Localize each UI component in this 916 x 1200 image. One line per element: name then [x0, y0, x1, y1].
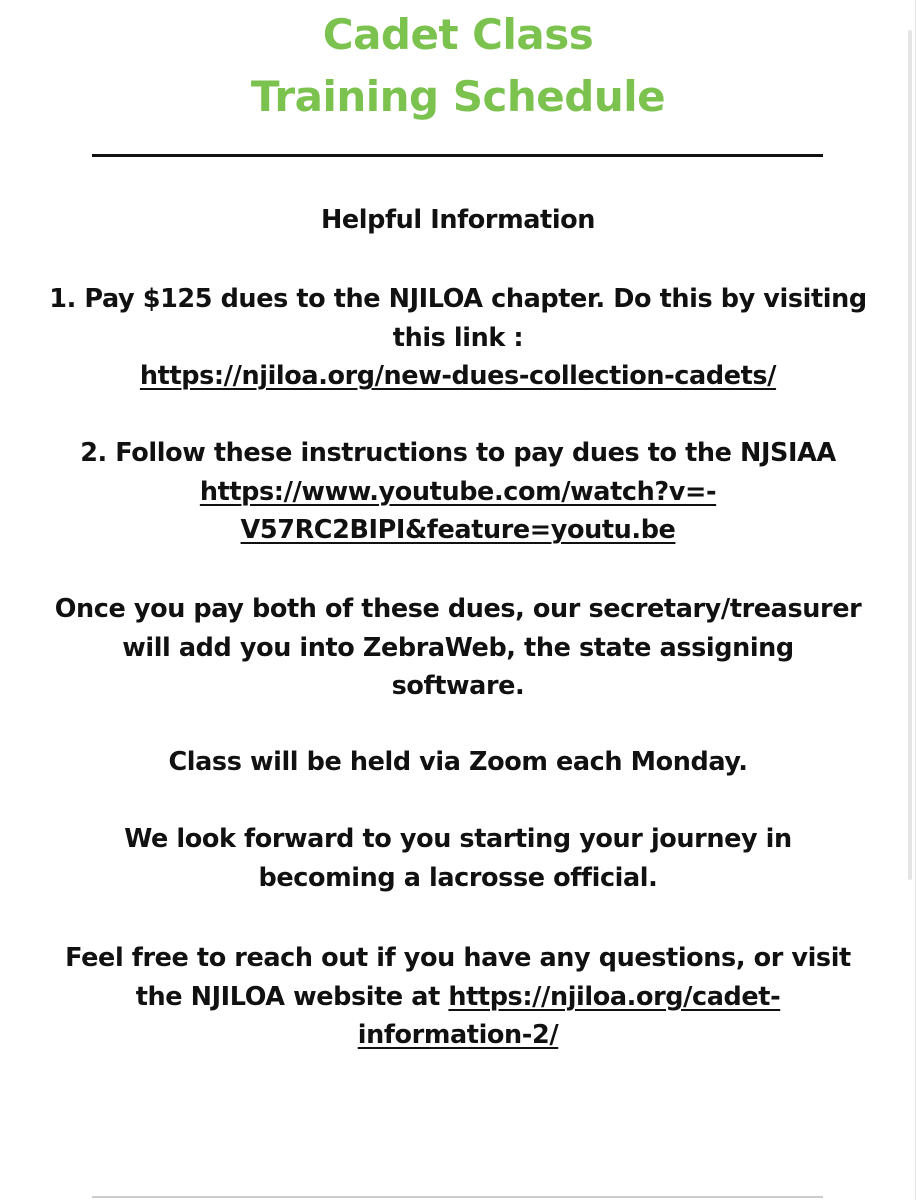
para-2-line-1: Class will be held via Zoom each Monday. — [168, 747, 748, 777]
scrollbar[interactable] — [908, 30, 912, 880]
para-3-line-1: We look forward to you starting your journey in — [124, 824, 792, 854]
dues-link[interactable]: https://njiloa.org/new-dues-collection-cadets/ — [139, 361, 777, 391]
para-3-line-2: becoming a lacrosse official. — [258, 862, 658, 893]
title-line-1: Cadet Class — [322, 10, 594, 59]
step-1 — [20, 280, 896, 396]
step-1-line-2: this link : — [392, 322, 524, 353]
cadet-info-link-part-2[interactable]: information-2/ — [357, 1020, 559, 1050]
youtube-link-part-1[interactable]: https://www.youtube.com/watch?v=- — [199, 476, 717, 507]
para-4-text: the NJILOA website at — [135, 981, 449, 1012]
para-1-line-2: will add you into ZebraWeb, the state assigning — [122, 632, 794, 663]
section-heading — [20, 201, 896, 240]
step-2 — [20, 434, 896, 550]
para-1-line-1: Once you pay both of these dues, our secretary/treasurer — [54, 594, 862, 624]
contact-paragraph — [20, 939, 896, 1055]
para-1-line-3: software. — [391, 671, 525, 701]
zebraweb-paragraph — [20, 590, 896, 706]
journey-paragraph — [20, 820, 896, 897]
step-1-line-1: 1. Pay $125 dues to the NJILOA chapter. Do this by visiting — [49, 284, 867, 314]
zoom-paragraph — [20, 743, 896, 782]
title-line-2: Training Schedule — [250, 72, 666, 121]
youtube-link-part-2[interactable]: V57RC2BIPI&feature=youtu.be — [240, 515, 676, 545]
cadet-info-link-part-1[interactable]: https://njiloa.org/cadet- — [448, 981, 781, 1012]
para-4-line-2 — [20, 978, 896, 1017]
heading-text: Helpful Information — [320, 205, 596, 235]
bottom-divider — [92, 1196, 823, 1198]
step-2-line-1: 2. Follow these instructions to pay dues to the NJSIAA — [80, 438, 836, 468]
para-4-line-1: Feel free to reach out if you have any questions, or visit — [65, 943, 851, 973]
title-divider — [92, 154, 823, 157]
